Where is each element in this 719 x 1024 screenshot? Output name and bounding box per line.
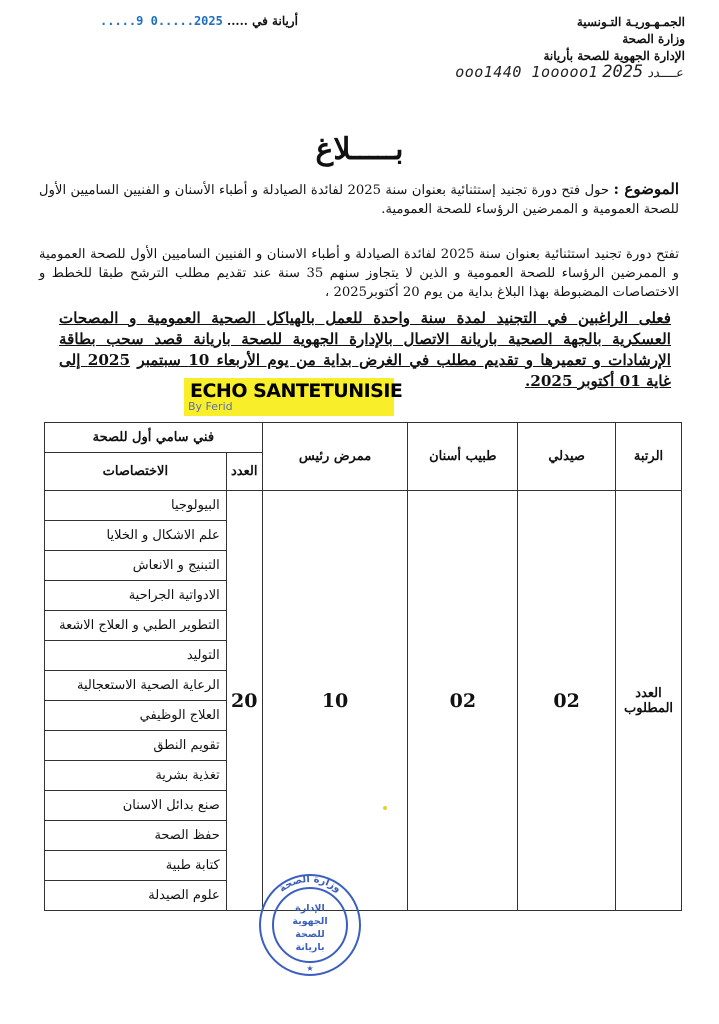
specialty-item: تغذية بشرية <box>45 761 227 791</box>
specialty-item: الرعاية الصحية الاستعجالية <box>45 671 227 701</box>
header-head-nurse: ممرض رئيس <box>262 423 408 491</box>
yellow-mark <box>383 806 387 810</box>
header-specialties: الاختصاصات <box>45 453 227 491</box>
specialty-item: صنع بدائل الاسنان <box>45 791 227 821</box>
stamp-line-3: للصحة <box>295 929 325 940</box>
header-dentist: طبيب أسنان <box>408 423 518 491</box>
technician-count: 20 <box>226 491 262 911</box>
subject-paragraph <box>39 180 679 219</box>
specialty-item: البيولوجيا <box>45 491 227 521</box>
date-value: 2025.....0 9..... <box>100 14 223 28</box>
positions-table <box>44 422 682 911</box>
stamp-line-4: باريانة <box>295 942 325 953</box>
reference-prefix: عــــدد <box>647 66 683 81</box>
specialty-item: التطوير الطبي و العلاج الاشعة <box>45 611 227 641</box>
pharmacist-count: 02 <box>518 491 616 911</box>
header-rank: الرتبة <box>616 423 682 491</box>
header-count: العدد <box>226 453 262 491</box>
specialty-item: التبنيج و الانعاش <box>45 551 227 581</box>
letterhead <box>425 14 685 65</box>
subject-text: حول فتح دورة تجنيد إستثنائية بعنوان سنة 2025 لفائدة الصيادلة و أطباء الأسنان و الفنيين الساميين الأول للصحة العمومية و الممرضين الرؤساء للصحة العمومية. <box>39 183 679 217</box>
reference-number <box>455 62 683 82</box>
stamp-star-icon: ★ <box>306 964 314 973</box>
subject-label: الموضوع : <box>613 180 680 198</box>
specialty-item: تقويم النطق <box>45 731 227 761</box>
notice-part-2: 2025 إلى غاية 01 أكتوبر 2025. <box>59 351 671 390</box>
letterhead-ministry: وزارة الصحة <box>622 32 685 46</box>
head-nurse-count: 10 <box>262 491 408 911</box>
intro-paragraph: تفتح دورة تجنيد استثنائية بعنوان سنة 2025 لفائدة الصيادلة و أطباء الاسنان و الفنيين الساميين الأول للصحة العمومية و الممرضين الرؤساء للصحة العمومية و الذين لا يتجاوز سنهم 35 سنة عند تقديم مطلب الترشح طبقا للخطط و الاختصاصات المضبوطة بهذا البلاغ بداية من يوم 20 أكتوبر2025 ، <box>39 247 680 300</box>
specialty-item: الادواتية الجراحية <box>45 581 227 611</box>
page-title: بـــــلاغ <box>315 132 404 167</box>
header-pharmacist: صيدلي <box>518 423 616 491</box>
dentist-count: 02 <box>408 491 518 911</box>
notice-part-1: فعلى الراغبين في التجنيد لمدة سنة واحدة للعمل بالهياكل الصحية العمومية و المصحات العسكرية بالجهة الصحية باريانة الاتصال بالإدارة الجهوية للصحة باريانة قصد سحب بطاقة الإرشادات و تعميرها و تقديم مطلب في الغرض بداية من يوم الأربعاء 10 سبتمبر <box>59 309 672 369</box>
reference-year: 2025 <box>602 62 644 82</box>
letterhead-republic: الجمـهـوريـة التـونسية <box>576 15 685 29</box>
official-stamp <box>255 870 365 980</box>
watermark-banner <box>184 378 403 416</box>
stamp-ring-text: وزارة الصحة <box>277 873 343 895</box>
date-line <box>100 14 298 28</box>
watermark-author: By Ferid <box>188 400 233 413</box>
specialty-item: حفظ الصحة <box>45 821 227 851</box>
header-senior-technician: فني سامي أول للصحة <box>45 423 263 453</box>
date-label: أريانة في <box>252 14 298 28</box>
stamp-line-2: الجهوية <box>292 916 328 927</box>
row-label-required: العدد المطلوب <box>616 491 682 911</box>
specialty-item: العلاج الوظيفي <box>45 701 227 731</box>
specialty-item: كتابة طبية <box>45 851 227 881</box>
watermark-brand: ECHO SANTETUNISIE <box>190 380 403 402</box>
specialty-item: علوم الصيدلة <box>45 881 227 911</box>
date-dots: ..... <box>227 14 248 28</box>
reference-value: ooo1440 1ooooo1 <box>455 63 599 81</box>
specialty-item: التوليد <box>45 641 227 671</box>
letterhead-directorate: الإدارة الجهوية للصحة بأريانة <box>543 49 685 63</box>
stamp-line-1: الإدارة <box>295 903 325 914</box>
specialty-item: علم الاشكال و الخلايا <box>45 521 227 551</box>
